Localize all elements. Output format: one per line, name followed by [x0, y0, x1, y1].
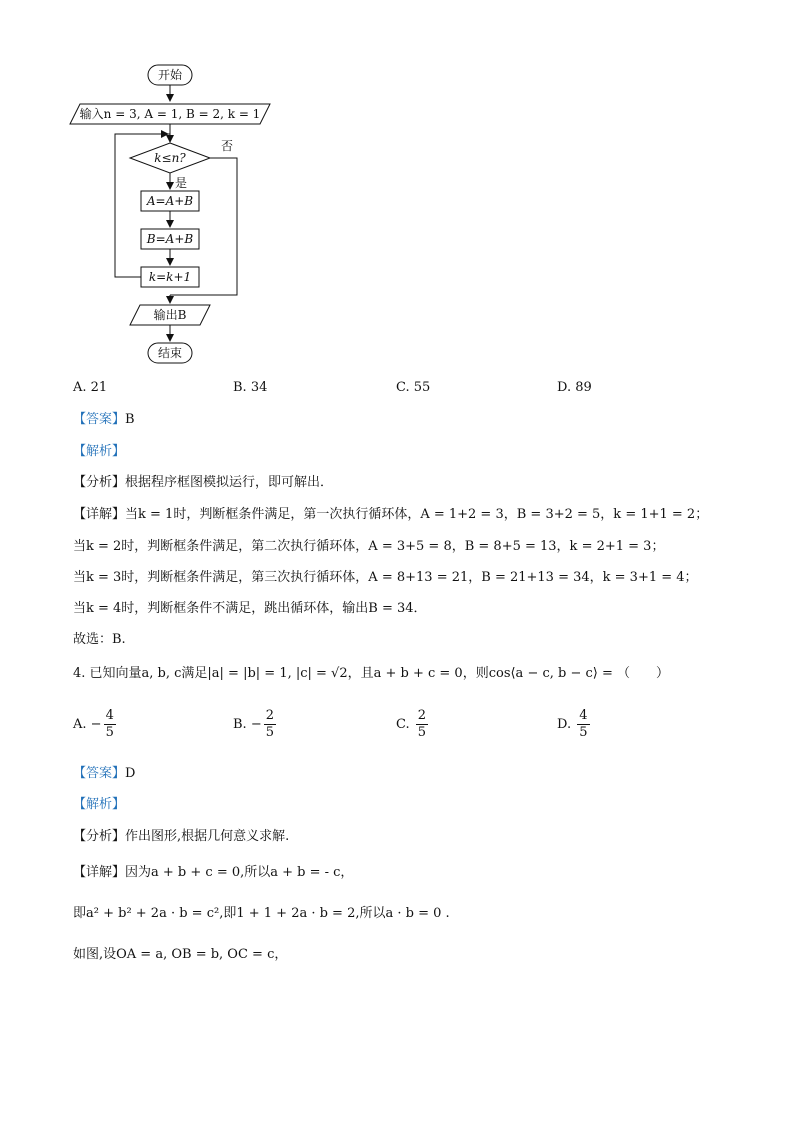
fenxi-tag: 【分析】	[73, 829, 126, 844]
detail-text: 当k = 1时，判断框条件满足，第一次执行循环体，A = 1+2 = 3，B = 3+2 = 5，k = 1+1 = 2；	[125, 507, 709, 522]
q3-option-b: B. 34	[233, 380, 268, 395]
input-label: 输入n = 3, A = 1, B = 2, k = 1	[79, 107, 261, 121]
output-label: 输出B	[153, 308, 187, 322]
no-label: 否	[221, 139, 234, 153]
q3-option-a: A. 21	[73, 380, 108, 395]
flowchart	[60, 60, 300, 370]
fraction: $\frac{2}{5}$	[417, 708, 427, 740]
step-b-label: B=A+B	[146, 232, 194, 246]
detail-tag: 【详解】	[73, 507, 126, 522]
q4-fenxi	[73, 828, 289, 846]
step-a-label: A=A+B	[146, 194, 194, 208]
fenxi-text: 作出图形,根据几何意义求解.	[125, 829, 290, 844]
answer-value: B	[125, 412, 135, 427]
q4-analysis-tag	[73, 796, 125, 814]
answer-tag: 【答案】	[73, 412, 126, 427]
start-label: 开始	[157, 68, 183, 82]
q3-conclusion: 故选：B.	[73, 632, 126, 647]
fraction: $\frac{2}{5}$	[265, 708, 275, 740]
q3-detail-line-3: 当k = 3时，判断框条件满足，第三次执行循环体，A = 8+13 = 21，B = 21+13 = 34，k = 3+1 = 4；	[73, 570, 698, 585]
q4-detail-line-1	[73, 864, 353, 882]
q4-option-a: A. − $\frac{4}{5}$	[73, 708, 114, 740]
yes-label: 是	[175, 176, 188, 190]
detail-tag: 【详解】	[73, 865, 126, 880]
step-k-label: k=k+1	[148, 270, 192, 284]
answer-value: D	[125, 766, 136, 781]
q3-detail-line-1	[73, 506, 708, 524]
q3-detail-line-2: 当k = 2时，判断框条件满足，第二次执行循环体，A = 3+5 = 8，B = 8+5 = 13，k = 2+1 = 3；	[73, 539, 665, 554]
q4-answer	[73, 765, 135, 783]
end-label: 结束	[157, 346, 183, 360]
q3-option-d: D. 89	[557, 380, 592, 395]
q4-detail-line-2: 即a² + b² + 2a · b = c²,即1 + 1 + 2a · b = 2,所以a · b = 0 .	[73, 906, 450, 921]
q3-answer	[73, 411, 135, 429]
q3-option-c: C. 55	[396, 380, 431, 395]
q3-detail-line-4: 当k = 4时，判断框条件不满足，跳出循环体，输出B = 34．	[73, 601, 427, 616]
q4-option-c: C. $\frac{2}{5}$	[396, 708, 427, 740]
fraction: $\frac{4}{5}$	[105, 708, 114, 740]
q3-analysis-tag	[73, 443, 125, 461]
q4-detail-line-3: 如图,设OA = a, OB = b, OC = c，	[73, 947, 288, 962]
answer-tag: 【答案】	[73, 766, 126, 781]
q4-stem: 4. 已知向量a, b, c满足|a| = |b| = 1, |c| = √2，且a + b + c = 0，则cos⟨a − c, b − c⟩ = （ ）	[73, 666, 670, 681]
q4-option-d: D. $\frac{4}{5}$	[557, 708, 588, 740]
q4-option-b: B. − $\frac{2}{5}$	[233, 708, 275, 740]
fenxi-tag: 【分析】	[73, 475, 126, 490]
analysis-tag: 【解析】	[73, 444, 126, 459]
analysis-tag: 【解析】	[73, 797, 126, 812]
condition-label: k≤n?	[154, 151, 186, 165]
fraction: $\frac{4}{5}$	[579, 708, 588, 740]
detail-text: 因为a + b + c = 0,所以a + b = - c，	[125, 865, 354, 880]
fenxi-text: 根据程序框图模拟运行，即可解出．	[125, 475, 334, 490]
q3-fenxi	[73, 474, 333, 492]
